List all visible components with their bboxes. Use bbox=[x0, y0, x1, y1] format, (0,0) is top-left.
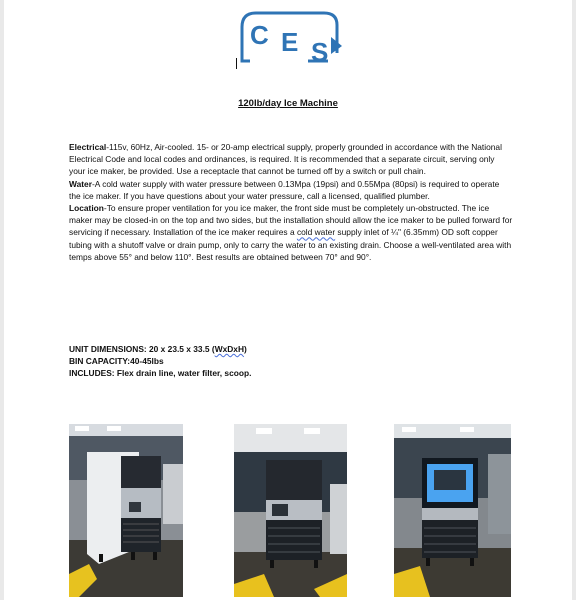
location-text-a: -To ensure proper ventilation for you ice maker, the front side must be completely un-obstructed. The ice maker may be closed-in on the top and two sides, but the installation should allow the ice maker to be pulled forward for servicing if necessary. Installation of the ice maker requires a bbox=[69, 203, 513, 238]
page-title: 120lb/day Ice Machine bbox=[238, 98, 338, 109]
ice-machine-photo-lit bbox=[394, 424, 511, 597]
location-label: Location bbox=[69, 203, 104, 214]
location-text-b: supply inlet of ¼" (6.35mm) OD soft copper tubing with a shutoff valve or drain pump, only to carry the water to an existing drain. Choose a well-ventilated area with temps above 55° and below 110°. Best results are obtained between 70° and 90°. bbox=[69, 227, 512, 262]
svg-text:S: S bbox=[311, 37, 329, 67]
location-paragraph bbox=[69, 202, 513, 263]
svg-text:E: E bbox=[281, 27, 299, 57]
electrical-paragraph bbox=[69, 141, 513, 178]
electrical-text: -115v, 60Hz, Air-cooled. 15- or 20-amp electrical supply, properly grounded in accordance with the National Electrical Code and local codes and ordinances, is required. It is recommended that a separate circuit, serving only your ice maker, be provided. Use a receptacle that cannot be turned off by a switch or pull chain. bbox=[69, 142, 502, 177]
specs-block bbox=[69, 343, 469, 380]
page-edge-left bbox=[0, 0, 4, 600]
electrical-label: Electrical bbox=[69, 142, 107, 152]
requirements-text bbox=[69, 141, 513, 263]
page-edge-right bbox=[572, 0, 576, 600]
svg-text:C: C bbox=[250, 20, 269, 50]
ice-machine-photo-front bbox=[234, 424, 347, 597]
spellcheck-word: cold water bbox=[296, 227, 336, 238]
text-cursor bbox=[236, 58, 237, 69]
spellcheck-word: WxDxH bbox=[214, 344, 245, 354]
water-text: -A cold water supply with water pressure between 0.13Mpa (19psi) and 0.55Mpa (80psi) is required to operate the ice maker. If you have questions about your water pressure, call a licensed, qualified plumber. bbox=[69, 178, 500, 201]
ice-machine-photo-side bbox=[69, 424, 183, 597]
bin-capacity: BIN CAPACITY:40-45lbs bbox=[69, 356, 164, 367]
water-label: Water bbox=[69, 178, 92, 189]
water-paragraph bbox=[69, 178, 513, 202]
ces-logo bbox=[236, 9, 344, 67]
includes-line: INCLUDES: Flex drain line, water filter, scoop. bbox=[69, 368, 252, 379]
unit-dimensions: UNIT DIMENSIONS: 20 x 23.5 x 33.5 (WxDxH) bbox=[69, 344, 247, 354]
